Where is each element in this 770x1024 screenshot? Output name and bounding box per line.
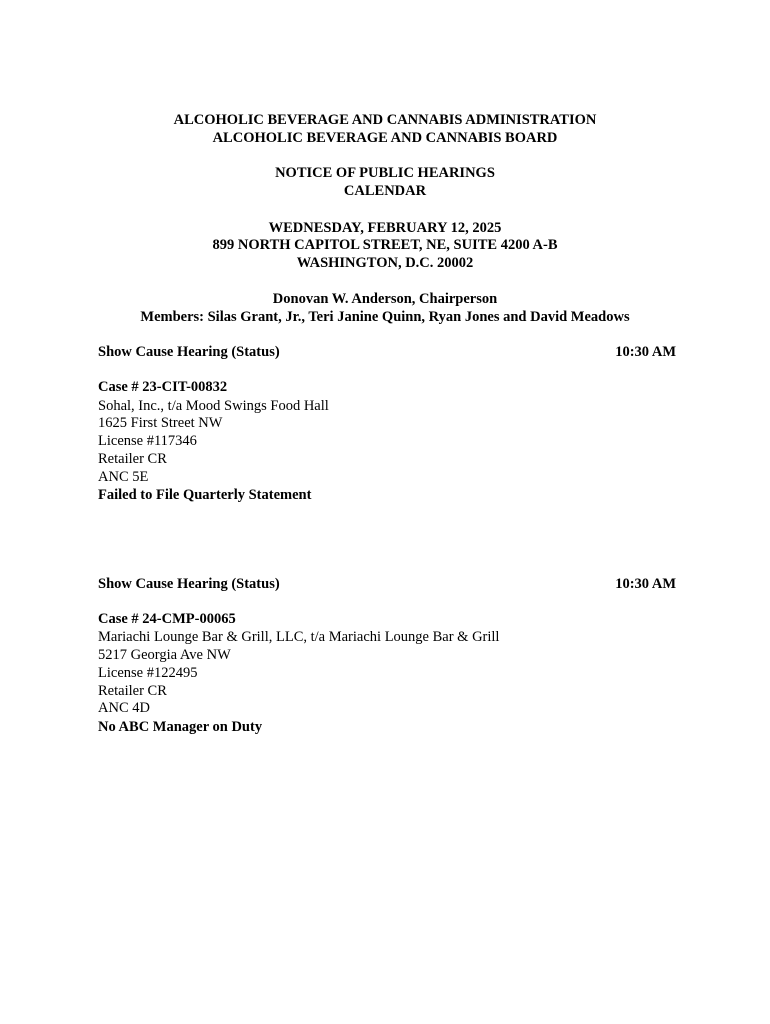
case-number: Case # 24-CMP-00065 (98, 611, 236, 627)
license-number: License #117346 (98, 433, 197, 449)
anc: ANC 5E (98, 469, 149, 485)
hearing-type: Show Cause Hearing (Status) (98, 344, 280, 360)
chairperson: Donovan W. Anderson, Chairperson (272, 291, 498, 307)
license-class: Retailer CR (98, 451, 167, 467)
anc: ANC 4D (98, 700, 150, 716)
licensee-name: Mariachi Lounge Bar & Grill, LLC, t/a Mariachi Lounge Bar & Grill (98, 629, 500, 645)
calendar-title: CALENDAR (343, 183, 427, 199)
case-number: Case # 23-CIT-00832 (98, 379, 228, 395)
hearing-time: 10:30 AM (615, 576, 676, 592)
licensee-address: 1625 First Street NW (98, 415, 223, 431)
hearing-time: 10:30 AM (615, 344, 676, 360)
licensee-address: 5217 Georgia Ave NW (98, 647, 231, 663)
hearing-date: WEDNESDAY, FEBRUARY 12, 2025 (268, 220, 502, 236)
board-members: Members: Silas Grant, Jr., Teri Janine Quinn, Ryan Jones and David Meadows (140, 309, 630, 325)
license-number: License #122495 (98, 665, 198, 681)
notice-title: NOTICE OF PUBLIC HEARINGS (275, 165, 495, 181)
licensee-name: Sohal, Inc., t/a Mood Swings Food Hall (98, 398, 329, 414)
hearing-type: Show Cause Hearing (Status) (98, 576, 280, 592)
charge: No ABC Manager on Duty (98, 719, 263, 735)
board-name: ALCOHOLIC BEVERAGE AND CANNABIS BOARD (212, 130, 558, 146)
license-class: Retailer CR (98, 683, 167, 699)
hearing-city: WASHINGTON, D.C. 20002 (296, 255, 474, 271)
hearing-address: 899 NORTH CAPITOL STREET, NE, SUITE 4200 A-B (212, 237, 558, 253)
agency-name: ALCOHOLIC BEVERAGE AND CANNABIS ADMINISTRATION (173, 112, 597, 128)
charge: Failed to File Quarterly Statement (98, 487, 312, 503)
